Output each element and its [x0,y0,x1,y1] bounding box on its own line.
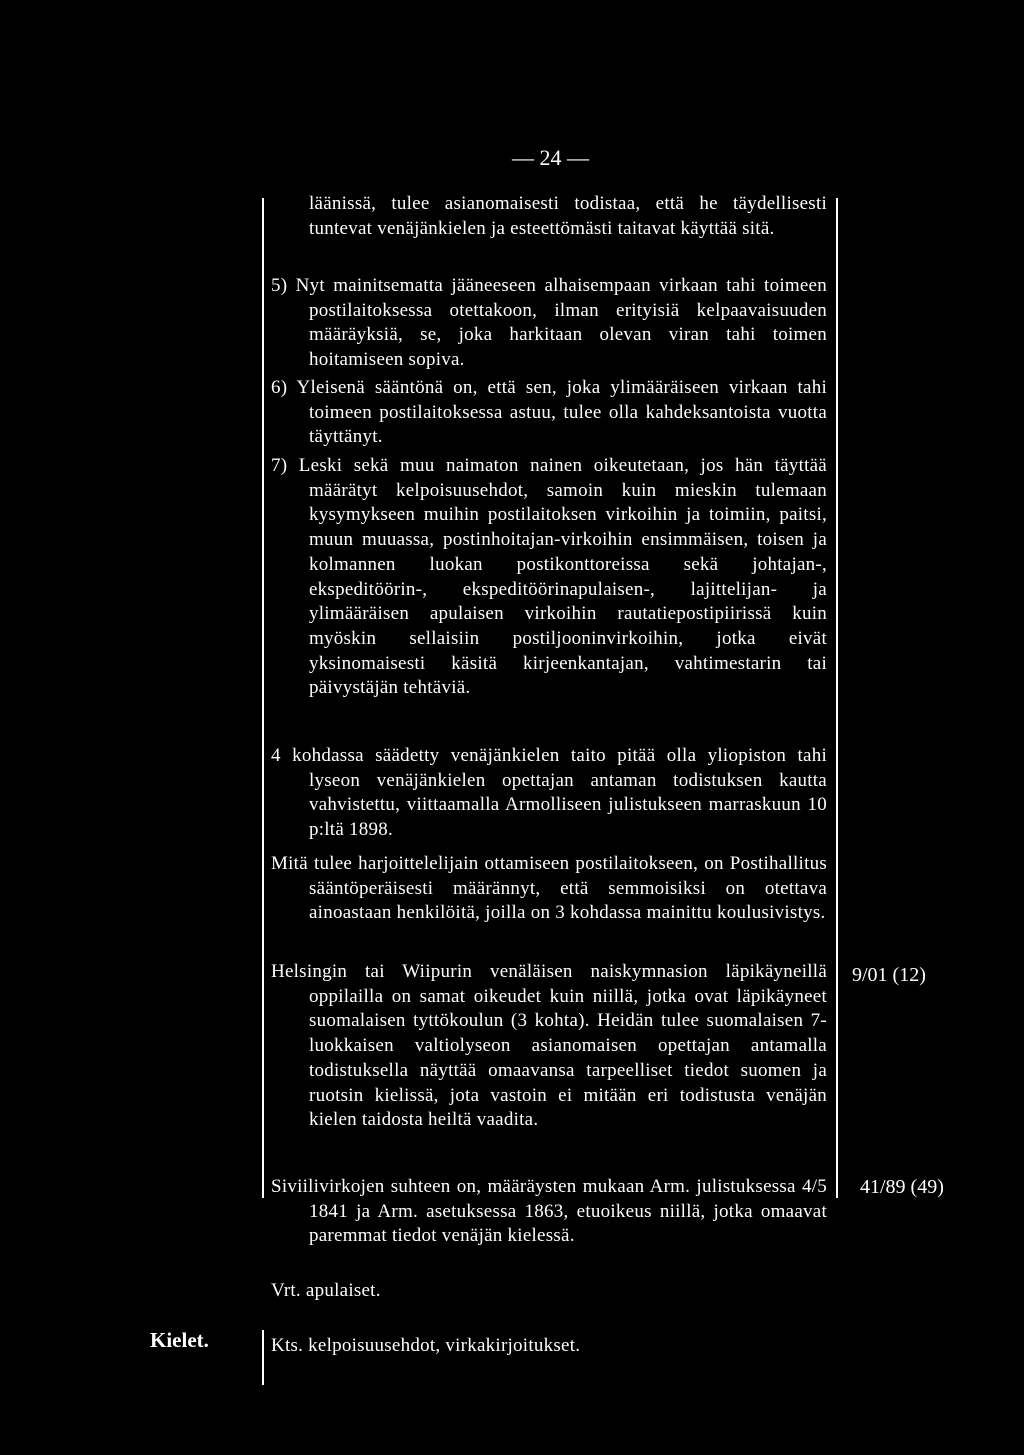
paragraph-gymnasium: Helsingin tai Wiipurin venäläisen naiskymnasion läpikäyneillä oppilailla on samat oikeudet kuin niillä, jotka ovat läpikäyneet suomalaisen tyttökoulun (3 kohta). Heidän tulee suomalaisen 7-luokkaisen valtiolyseon asianomaisen opettajan antamalla todistuksella näyttää omaavansa tarpeelliset tiedot suomen ja ruotsin kielissä, jota vastoin ei mitään eri todistusta venäjän kielen taidosta heiltä vaadita. [271,961,827,1131]
paragraph-6: 6) Yleisenä sääntönä on, että sen, joka ylimääräiseen virkaan tahi toimeen postilaitoksessa astuu, tulee olla kahdeksantoista vuotta täyttänyt. [271,377,827,448]
section-text: Kts. kelpoisuusehdot, virkakirjoitukset. [271,1335,581,1356]
paragraph-continuation: läänissä, tulee asianomaisesti todistaa, että he täydellisesti tuntevat venäjänkielen ja esteettömästi taitavat käyttää sitä. [309,193,827,239]
page-number: — 24 — [512,145,589,170]
paragraph-trainees: Mitä tulee harjoittelelijain ottamiseen postilaitokseen, on Postihallitus sääntöperäisesti määrännyt, että semmoisiksi on otettava ainoastaan henkilöitä, joilla on 3 kohdassa mainittu koulusivistys. [271,853,827,924]
column-rule-left [262,198,264,1198]
margin-reference: 41/89 (49) [860,1176,944,1198]
column-rule-right [836,198,838,1198]
margin-reference: 9/01 (12) [852,964,926,986]
paragraph-civil-offices: Siviilivirkojen suhteen on, määräysten mukaan Arm. julistuksessa 4/5 1841 ja Arm. asetuksessa 1863, etuoikeus niillä, jotka omaavat paremmat tiedot venäjän kielessä. [271,1176,827,1247]
paragraph-7: 7) Leski sekä muu naimaton nainen oikeutetaan, jos hän täyttää määrätyt kelpoisuusehdot, samoin kuin mieskin tulemaan kysymykseen muihin postilaitoksen virkoihin ja toimiin, paitsi, muun muuassa, postinhoitajan-virkoihin ensimmäisen, toisen ja kolmannen luokan postikonttoreissa sekä johtajan-, ekspeditöörin-, ekspeditöörinapulaisen-, lajittelijan- ja ylimääräisen apulaisen virkoihin rautatiepostipiirissä kuin myöskin sellaisiin postiljooninvirkoihin, jotka eivät yksinomaisesti käsitä kirjeenkantajan, vahtimestarin tai päivystäjän tehtäviä. [271,455,827,699]
paragraph-language-skill: 4 kohdassa säädetty venäjänkielen taito pitää olla yliopiston tahi lyseon venäjänkielen opettajan antaman todistuksen kautta vahvistettu, viittaamalla Armolliseen julistukseen marraskuun 10 p:ltä 1898. [271,745,827,841]
paragraph-see-also: Vrt. apulaiset. [271,1280,381,1301]
section-heading: Kielet. [150,1328,209,1352]
column-rule-left-bottom [262,1330,264,1385]
paragraph-5: 5) Nyt mainitsematta jääneeseen alhaisempaan virkaan tahi toimeen postilaitoksessa otettakoon, ilman erityisiä kelpaavaisuuden määräyksiä, se, joka harkitaan olevan viran tahi toimen hoitamiseen sopiva. [271,275,827,371]
